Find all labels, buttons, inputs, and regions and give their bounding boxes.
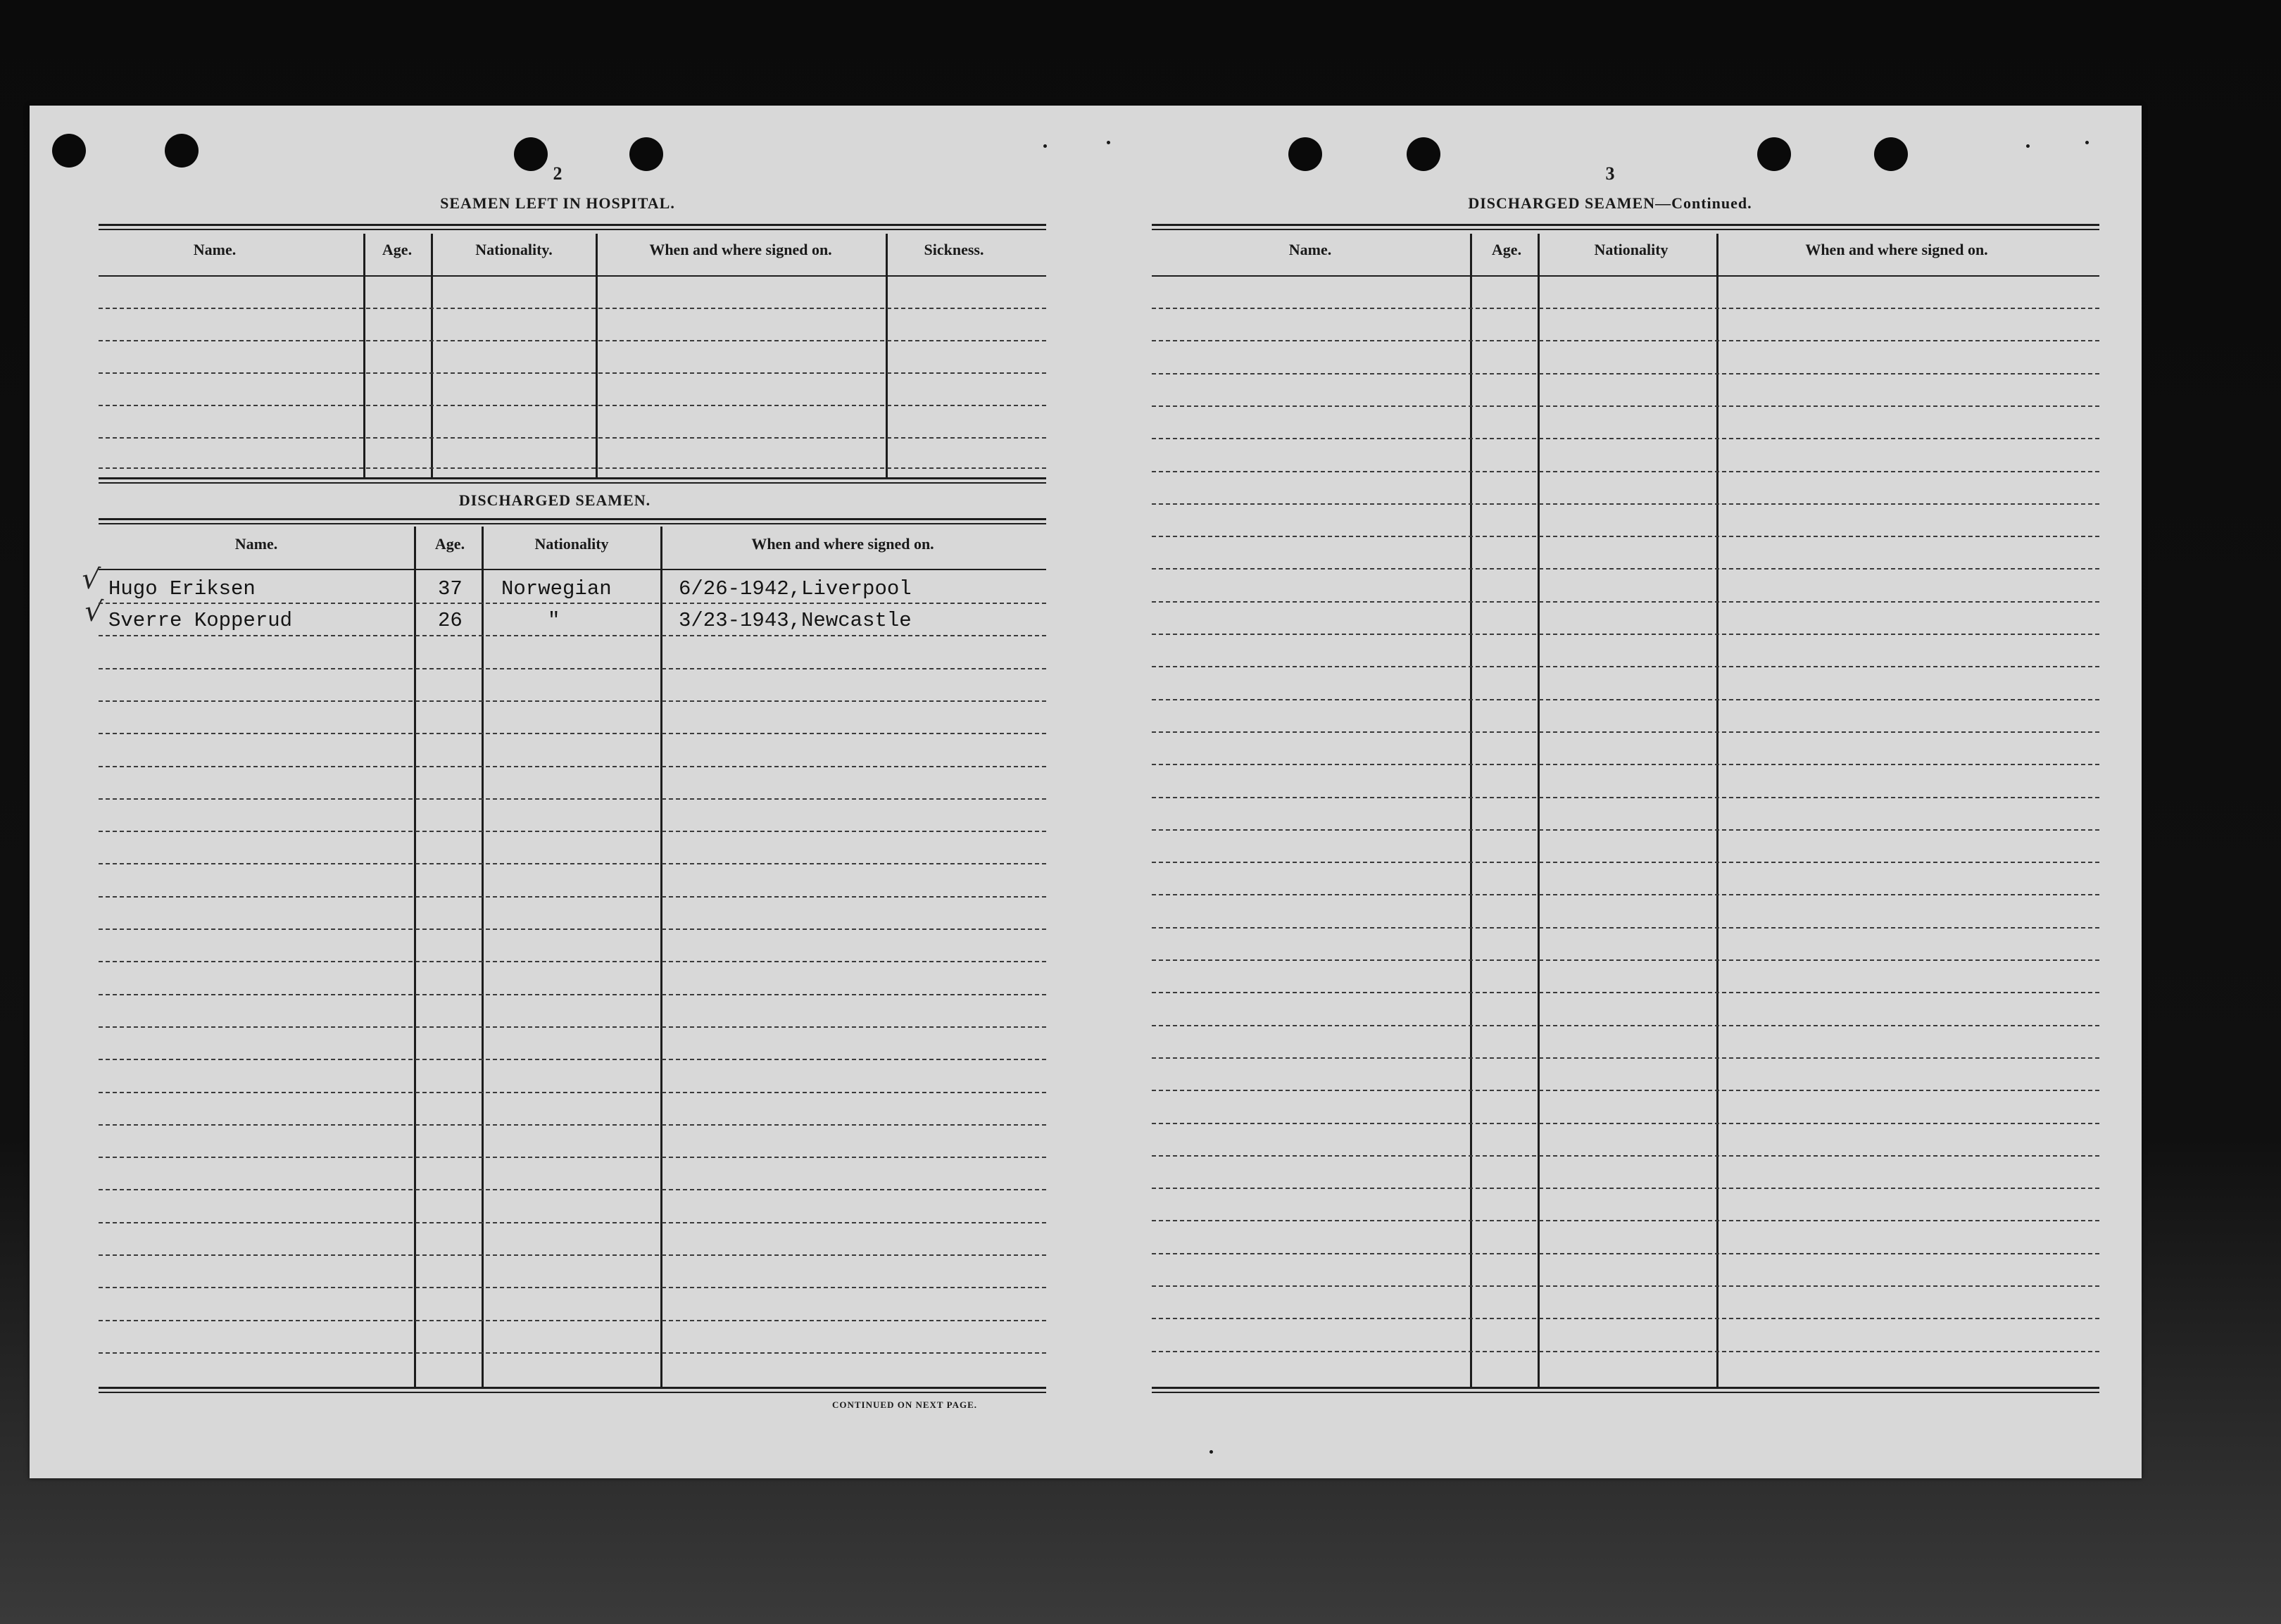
ruled-line bbox=[99, 1222, 1046, 1223]
ruled-line bbox=[1152, 1025, 2099, 1026]
check-mark: √ bbox=[82, 594, 104, 629]
column-header-name: Name. bbox=[1288, 241, 1332, 258]
seaman-nationality: Norwegian bbox=[501, 577, 612, 600]
ruled-line bbox=[99, 1352, 1046, 1354]
ruled-line bbox=[1152, 1123, 2099, 1124]
seaman-age: 26 bbox=[438, 609, 463, 632]
punch-hole bbox=[1874, 137, 1908, 171]
ruled-line bbox=[99, 700, 1046, 702]
ruled-line bbox=[1152, 1351, 2099, 1352]
seaman-nationality: " bbox=[548, 609, 560, 632]
table-bottom-rule bbox=[99, 477, 1046, 479]
ruled-line bbox=[99, 896, 1046, 898]
table-top-rule bbox=[99, 224, 1046, 226]
table-top-rule bbox=[99, 518, 1046, 520]
ruled-line bbox=[99, 863, 1046, 864]
table-bottom-rule bbox=[1152, 1387, 2099, 1389]
ruled-line bbox=[99, 603, 1046, 604]
punch-hole bbox=[629, 137, 663, 171]
ruled-line bbox=[1152, 1253, 2099, 1254]
ruled-line bbox=[1152, 699, 2099, 700]
ruled-line bbox=[1152, 764, 2099, 765]
dust-speck bbox=[2085, 141, 2089, 144]
column-divider bbox=[660, 527, 662, 1387]
column-divider bbox=[431, 234, 433, 477]
ruled-line bbox=[99, 798, 1046, 800]
ruled-line bbox=[1152, 503, 2099, 505]
ruled-line bbox=[99, 1026, 1046, 1028]
hospital-section-title: SEAMEN LEFT IN HOSPITAL. bbox=[440, 194, 675, 212]
continued-note: CONTINUED ON NEXT PAGE. bbox=[832, 1399, 977, 1410]
ruled-line bbox=[99, 929, 1046, 930]
ruled-line bbox=[1152, 1090, 2099, 1091]
punch-hole bbox=[52, 134, 86, 168]
ruled-line bbox=[99, 831, 1046, 832]
ruled-line bbox=[1152, 959, 2099, 961]
ruled-line bbox=[99, 1287, 1046, 1288]
column-header-age: Age. bbox=[382, 241, 413, 258]
column-header-name: Name. bbox=[193, 241, 237, 258]
ruled-line bbox=[1152, 992, 2099, 993]
ruled-line bbox=[99, 733, 1046, 734]
check-mark: √ bbox=[80, 562, 101, 597]
ruled-line bbox=[1152, 1057, 2099, 1059]
ruled-line bbox=[1152, 634, 2099, 635]
seaman-signed-on: 3/23-1943,Newcastle bbox=[679, 609, 912, 632]
ruled-line bbox=[99, 668, 1046, 669]
header-rule bbox=[1152, 275, 2099, 277]
ruled-line bbox=[99, 437, 1046, 439]
ruled-line bbox=[99, 372, 1046, 374]
column-header-when-where: When and where signed on. bbox=[1805, 241, 1988, 258]
ruled-line bbox=[1152, 862, 2099, 863]
column-header-nationality: Nationality bbox=[534, 535, 609, 553]
ruled-line bbox=[1152, 894, 2099, 895]
column-divider bbox=[414, 527, 416, 1387]
ruled-line bbox=[1152, 1318, 2099, 1319]
ruled-line bbox=[99, 1124, 1046, 1126]
discharged-section-title: DISCHARGED SEAMEN. bbox=[458, 491, 651, 509]
table-bottom-rule bbox=[99, 1387, 1046, 1389]
ruled-line bbox=[99, 340, 1046, 341]
page-number-left: 2 bbox=[553, 163, 563, 184]
ruled-line bbox=[99, 405, 1046, 406]
punch-hole bbox=[1407, 137, 1440, 171]
punch-hole bbox=[165, 134, 199, 168]
dust-speck bbox=[1107, 141, 1110, 144]
discharged-continued-title: DISCHARGED SEAMEN—Continued. bbox=[1468, 194, 1752, 212]
column-header-when-where: When and where signed on. bbox=[751, 535, 934, 553]
header-rule bbox=[99, 275, 1046, 277]
column-divider bbox=[482, 527, 484, 1387]
ruled-line bbox=[1152, 405, 2099, 407]
ruled-line bbox=[1152, 1155, 2099, 1157]
ruled-line bbox=[1152, 438, 2099, 439]
column-header-age: Age. bbox=[1491, 241, 1522, 258]
ruled-line bbox=[1152, 797, 2099, 798]
ruled-line bbox=[1152, 471, 2099, 472]
ruled-line bbox=[99, 635, 1046, 636]
column-header-nationality: Nationality. bbox=[475, 241, 553, 258]
ruled-line bbox=[1152, 308, 2099, 309]
ruled-line bbox=[1152, 601, 2099, 603]
ruled-line bbox=[99, 467, 1046, 469]
column-divider bbox=[596, 234, 598, 477]
punch-hole bbox=[514, 137, 548, 171]
ruled-line bbox=[1152, 927, 2099, 929]
punch-hole bbox=[1757, 137, 1791, 171]
ruled-line bbox=[1152, 340, 2099, 341]
table-top-rule bbox=[1152, 224, 2099, 226]
ruled-line bbox=[99, 1157, 1046, 1158]
ruled-line bbox=[1152, 829, 2099, 831]
seaman-name: Hugo Eriksen bbox=[108, 577, 256, 600]
ruled-line bbox=[99, 1189, 1046, 1190]
ruled-line bbox=[1152, 568, 2099, 569]
ruled-line bbox=[1152, 666, 2099, 667]
ruled-line bbox=[99, 766, 1046, 767]
column-header-when-where: When and where signed on. bbox=[649, 241, 832, 258]
column-header-nationality: Nationality bbox=[1594, 241, 1669, 258]
ruled-line bbox=[99, 1092, 1046, 1093]
ledger-sheet bbox=[30, 106, 2142, 1478]
dust-speck bbox=[1209, 1450, 1213, 1454]
ruled-line bbox=[99, 308, 1046, 309]
seaman-age: 37 bbox=[438, 577, 463, 600]
ruled-line bbox=[1152, 536, 2099, 537]
ruled-line bbox=[99, 1059, 1046, 1060]
ruled-line bbox=[99, 994, 1046, 995]
ruled-line bbox=[1152, 373, 2099, 374]
ruled-line bbox=[99, 961, 1046, 962]
ruled-line bbox=[1152, 1285, 2099, 1287]
ruled-line bbox=[1152, 1188, 2099, 1189]
page-number-right: 3 bbox=[1605, 163, 1615, 184]
ruled-line bbox=[1152, 1220, 2099, 1221]
ruled-line bbox=[99, 1320, 1046, 1321]
header-rule bbox=[99, 569, 1046, 570]
column-header-age: Age. bbox=[434, 535, 465, 553]
dust-speck bbox=[2026, 144, 2030, 148]
dust-speck bbox=[1043, 144, 1047, 148]
seaman-name: Sverre Kopperud bbox=[108, 609, 293, 632]
column-header-sickness: Sickness. bbox=[924, 241, 984, 258]
column-header-name: Name. bbox=[234, 535, 278, 553]
punch-hole bbox=[1288, 137, 1322, 171]
column-divider bbox=[363, 234, 365, 477]
ruled-line bbox=[1152, 731, 2099, 733]
column-divider bbox=[886, 234, 888, 477]
ruled-line bbox=[99, 1254, 1046, 1256]
seaman-signed-on: 6/26-1942,Liverpool bbox=[679, 577, 912, 600]
